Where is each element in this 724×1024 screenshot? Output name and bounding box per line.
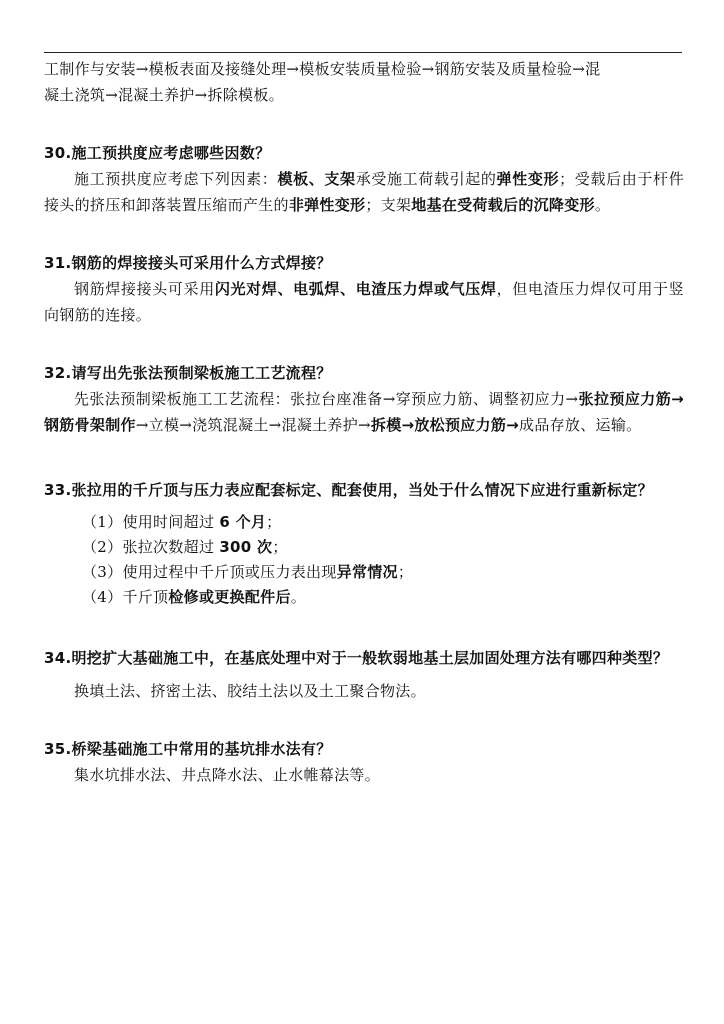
spacer xyxy=(44,438,684,470)
question-32-title: 32.请写出先张法预制梁板施工工艺流程？ xyxy=(44,364,332,382)
spacer xyxy=(44,108,684,140)
item-bold: 异常情况 xyxy=(336,563,398,581)
spacer xyxy=(44,328,684,360)
item-text: （4）千斤顶 xyxy=(82,588,169,606)
item-text: （2）张拉次数超过 xyxy=(82,538,220,556)
item-text: （3）使用过程中千斤顶或压力表出现 xyxy=(82,563,337,581)
question-32-answer xyxy=(44,386,684,438)
answer-bold: 张拉预应力筋→钢筋骨架制作 xyxy=(44,390,684,434)
answer-text: 钢筋焊接接头可采用 xyxy=(74,280,215,298)
answer-text: →立模→浇筑混凝土→混凝土养护→ xyxy=(135,416,371,434)
answer-text: 成品存放、运输。 xyxy=(519,416,642,434)
list-item xyxy=(44,510,684,535)
question-33-list xyxy=(44,510,684,610)
answer-bold: 弹性变形 xyxy=(496,170,560,188)
item-text: ； xyxy=(266,513,282,531)
question-31-title: 31.钢筋的焊接接头可采用什么方式焊接？ xyxy=(44,254,332,272)
answer-text: 承受施工荷载引起的 xyxy=(355,170,497,188)
list-item xyxy=(44,560,684,585)
answer-text: 。 xyxy=(594,196,611,214)
list-item xyxy=(44,585,684,610)
item-bold: 300 次 xyxy=(219,538,273,556)
spacer xyxy=(44,610,684,638)
spacer xyxy=(44,704,684,736)
item-text: ； xyxy=(397,563,414,581)
answer-bold: 闪光对焊、电弧焊、电渣压力焊或气压焊 xyxy=(214,280,497,298)
document-body xyxy=(44,56,684,788)
item-text: 。 xyxy=(290,588,307,606)
item-text: （1）使用时间超过 xyxy=(82,513,220,531)
answer-text: 先张法预制梁板施工工艺流程：张拉台座准备→穿预应力筋、调整初应力→ xyxy=(74,390,579,408)
header-rule xyxy=(44,52,682,53)
intro-paragraph xyxy=(44,56,684,108)
question-31-answer xyxy=(44,276,684,328)
question-30-answer xyxy=(44,166,684,218)
item-bold: 检修或更换配件后 xyxy=(168,588,291,606)
item-text: ； xyxy=(272,538,288,556)
question-35-title: 35.桥梁基础施工中常用的基坑排水法有？ xyxy=(44,740,332,758)
question-33-title: 33.张拉用的千斤顶与压力表应配套标定、配套使用，当处于什么情况下应进行重新标定？ xyxy=(44,481,653,499)
answer-text: ；受载后由于杆件接头的挤压和卸落装置压缩而产生的 xyxy=(44,170,685,214)
question-30-title: 30.施工预拱度应考虑哪些因数？ xyxy=(44,144,271,162)
item-bold: 6 个月 xyxy=(219,513,267,531)
list-item xyxy=(44,535,684,560)
intro-line-1: 工制作与安装→模板表面及接缝处理→模板安装质量检验→钢筋安装及质量检验→混 xyxy=(44,60,601,78)
question-34-answer: 换填土法、挤密土法、胶结土法以及土工聚合物法。 xyxy=(74,682,426,700)
answer-bold: 模板、支架 xyxy=(277,170,356,188)
spacer xyxy=(44,218,684,250)
answer-bold: 非弹性变形 xyxy=(288,196,366,214)
answer-text: 施工预拱度应考虑下列因素： xyxy=(74,170,278,188)
intro-line-2: 凝土浇筑→混凝土养护→拆除模板。 xyxy=(44,86,284,104)
question-35-answer: 集水坑排水法、井点降水法、止水帷幕法等。 xyxy=(74,766,381,784)
answer-bold: 地基在受荷载后的沉降变形 xyxy=(411,196,595,214)
answer-text: ；支架 xyxy=(365,196,412,214)
answer-text: ，但电渣压力焊仅可用于竖向钢筋的连接。 xyxy=(44,280,685,324)
question-34-title: 34.明挖扩大基础施工中，在基底处理中对于一般软弱地基土层加固处理方法有哪四种类型？ xyxy=(44,649,669,667)
answer-bold: 拆模→放松预应力筋→ xyxy=(370,416,520,434)
